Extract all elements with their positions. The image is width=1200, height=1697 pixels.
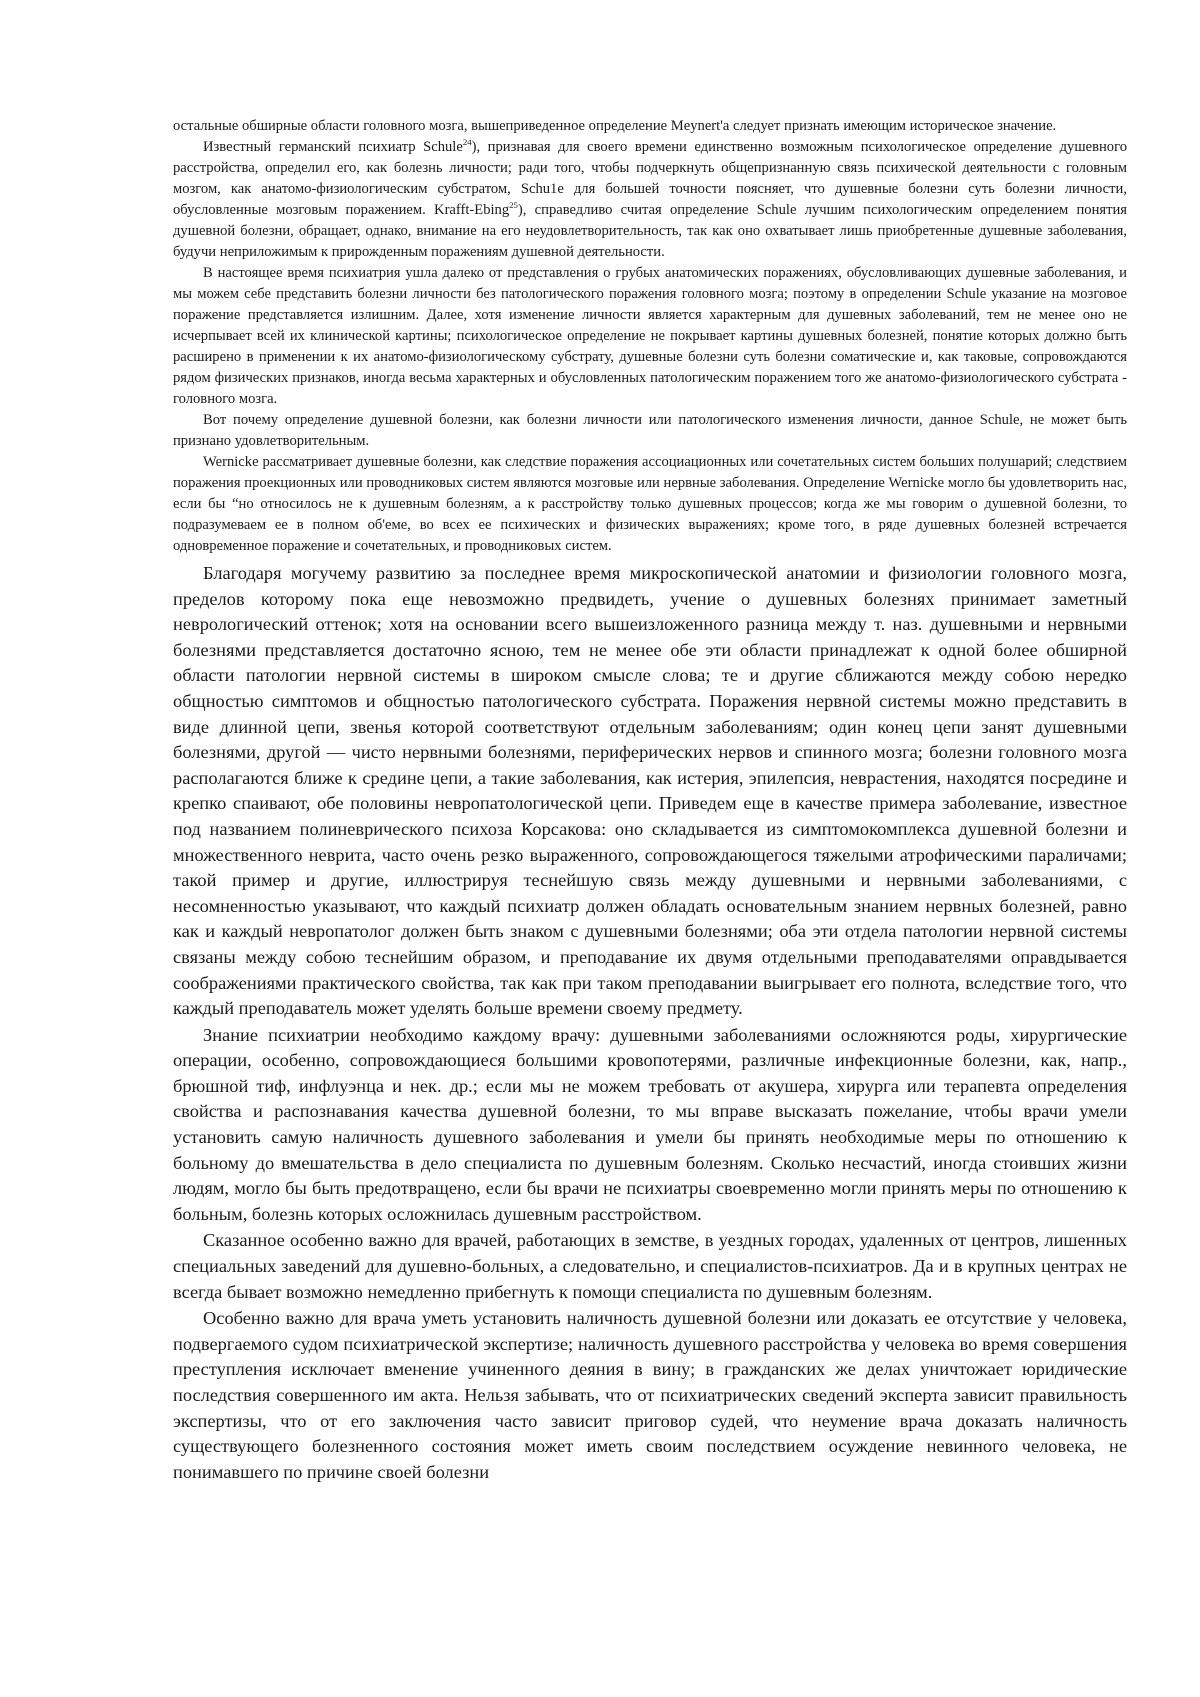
footnote-marker[interactable]: 25 bbox=[509, 200, 518, 211]
paragraph: Wernicke рассматривает душевные болезни, как следствие поражения ассоциационных или сочетательных систем больших полушарий; следствием поражения проекционных или проводниковых систем являются мозговые или нервные заболевания. Определение Wernicke могло бы удовлетворить нас, если бы “но относилось не к душевным болезням, а к расстройству только душевных процессов; когда же мы говорим о душевной болезни, то подразумеваем ее в полном об'еме, во всех ее психических и физических выражениях; кроме того, в ряде душевных болезней встречается одновременное поражение и сочетательных, и проводниковых систем. bbox=[173, 454, 1127, 554]
main-print-section bbox=[173, 561, 1127, 1485]
paragraph: Знание психиатрии необходимо каждому врачу: душевными заболеваниями осложняются роды, хирургические операции, особенно, сопровождающиеся большими кровопотерями, различные инфекционные болезни, как, напр., брюшной тиф, инфлуэнца и нек. др.; если мы не можем требовать от акушера, хирурга или терапевта определения свойства и распознавания качества душевной болезни, то мы вправе высказать пожелание, чтобы врачи умели установить самую наличность душевного заболевания и умели бы принять необходимые меры по отношению к больному до вмешательства в дело специалиста по душевным болезням. Сколько несчастий, иногда стоивших жизни людям, могло бы быть предотвращено, если бы врачи не психиатры своевременно могли принять меры по отношению к больным, болезнь которых осложнилась душевным расстройством. bbox=[173, 1024, 1127, 1224]
paragraph-text: ), признавая для своего времени единственно возможным психологическое определение душевного расстройства, определил его, как болезнь личности; ради того, чтобы подчеркнуть общепризнанную связь психической деятельности с головным мозгом, как анатомо-физиологическим субстратом, Schu1e для большей точности поясняет, что душевные болезни суть болезни личности, обусловленные мозговым поражением. Krafft-Ebing bbox=[173, 139, 1127, 218]
text-column bbox=[173, 116, 1127, 1485]
paragraph: остальные обширные области головного мозга, вышеприведенное определение Meynert'a следует признать имеющим историческое значение. bbox=[173, 118, 1057, 134]
paragraph: Благодаря могучему развитию за последнее время микроскопической анатомии и физиологии головного мозга, пределов которому пока еще невозможно предвидеть, учение о душевных болезнях принимает заметный неврологический оттенок; хотя на основании всего вышеизложенного разница между т. наз. душевными и нервными болезнями представляется достаточно ясною, тем не менее обе эти области принадлежат к одной более обширной области патологии нервной системы в широком смысле слова; те и другие сближаются между собою нередко общностью симптомов и общностью патологического субстрата. Поражения нервной системы можно представить в виде длинной цепи, звенья которой соответствуют отдельным заболеваниям; один конец цепи занят душевными болезнями, другой — чисто нервными болезнями, периферических нервов и спинного мозга; болезни головного мозга располагаются ближе к средине цепи, а такие заболевания, как истерия, эпилепсия, неврастения, находятся посредине и крепко спаивают, обе половины невропатологической цепи. Приведем еще в качестве примера заболевание, известное под названием полиневрического психоза Корсакова: оно складывается из симптомокомплекса душевной болезни и множественного неврита, часто очень резко выраженного, сопровождающегося тяжелыми атрофическими параличами; такой пример и другие, иллюстрируя теснейшую связь между душевными и нервными заболеваниями, с несомненностью указывают, что каждый психиатр должен обладать основательным знанием нервных болезней, равно как и каждый невропатолог должен быть знаком с душевными болезнями; оба эти отдела патологии нервной системы связаны между собою теснейшим образом, и преподавание их двумя отдельными преподавателями оправдывается соображениями практического свойства, так как при таком преподавании выигрывает его полнота, вследствие того, что каждый преподаватель может уделять больше времени своему предмету. bbox=[173, 563, 1127, 1019]
paragraph-text: Известный германский психиатр Schule bbox=[203, 139, 463, 155]
paragraph: В настоящее время психиатрия ушла далеко от представления о грубых анатомических поражениях, обусловливающих душевные заболевания, и мы можем себе представить болезни личности без патологического поражения головного мозга; поэтому в определении Schule указание на мозговое поражение представляется излишним. Далее, хотя изменение личности является характерным для душевных заболеваний, тем не менее оно не исчерпывает всей их клинической картины; психологическое определение не покрывает картины душевных болезней, понятие которых должно быть расширено в применении к их анатомо-физиологическому субстрату, душевные болезни суть болезни соматические и, как таковые, сопровождаются рядом физических признаков, иногда весьма характерных и обусловленных патологическим поражением того же анатомо-физиологического субстрата - головного мозга. bbox=[173, 265, 1127, 407]
paragraph: Сказанное особенно важно для врачей, работающих в земстве, в уездных городах, удаленных от центров, лишенных специальных заведений для душевно-больных, а следовательно, и специалистов-психиатров. Да и в крупных центрах не всегда бывает возможно немедленно прибегнуть к помощи специалиста по душевным болезням. bbox=[173, 1230, 1127, 1302]
paragraph: Особенно важно для врача уметь установить наличность душевной болезни или доказать ее отсутствие у человека, подвергаемого судом психиатрической экспертизе; наличность душевного расстройства у человека во время совершения преступления исключает вменение учиненного деяния в вину; в гражданских же делах уничтожает юридические последствия совершенного им акта. Нельзя забывать, что от психиатрических сведений эксперта зависит правильность экспертизы, что от его заключения часто зависит приговор судей, что неумение врача доказать наличность существующего болезненного состояния может иметь своим последствием осуждение невинного человека, не понимавшего по причине своей болезни bbox=[173, 1308, 1127, 1482]
footnote-marker[interactable]: 24 bbox=[462, 137, 472, 148]
small-print-section bbox=[173, 116, 1127, 557]
paragraph: Вот почему определение душевной болезни, как болезни личности или патологического изменения личности, данное Schule, не может быть признано удовлетворительным. bbox=[173, 412, 1127, 449]
paragraph bbox=[173, 137, 1127, 263]
paragraph-text: ), справедливо считая определение Schule лучшим психологическим определением понятия душевной болезни, обращает, однако, внимание на его неудовлетворительность, так как оно охватывает лишь приобретенные душевные заболевания, будучи неприложимым к прирожденным поражениям душевной деятельности. bbox=[173, 202, 1127, 260]
